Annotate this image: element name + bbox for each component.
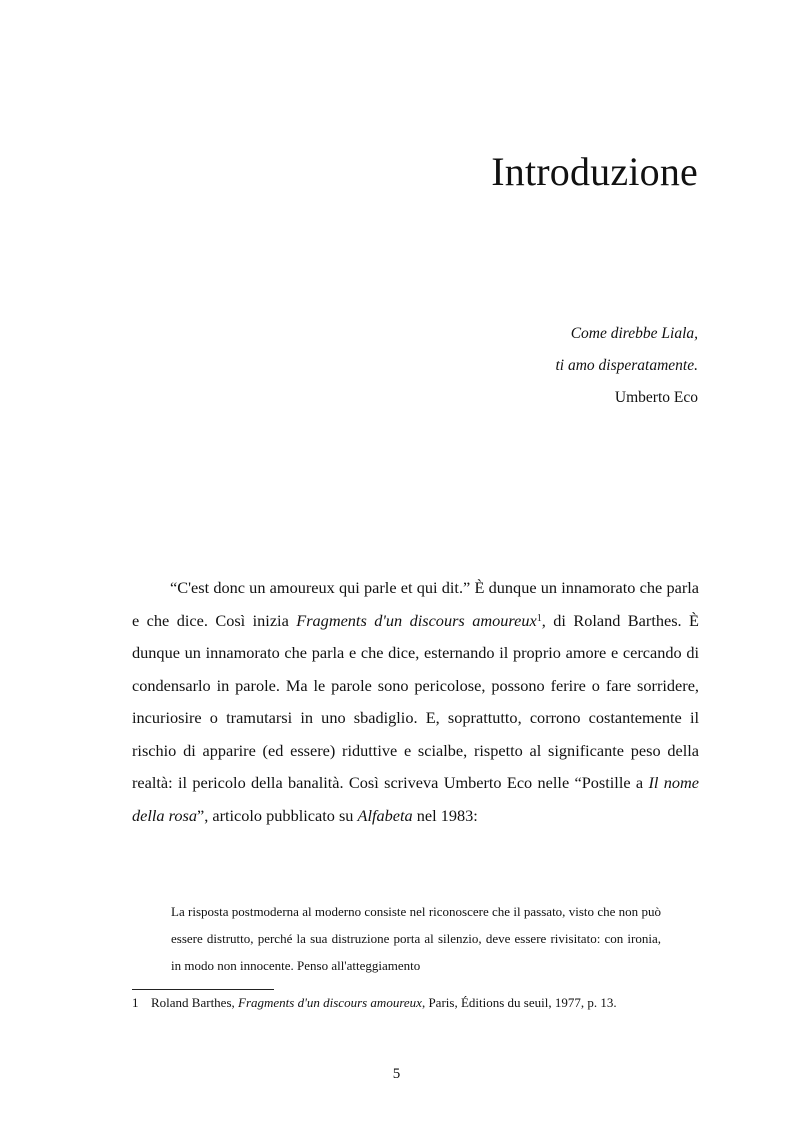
book-title-barthes: Fragments d'un discours amoureux: [296, 610, 537, 630]
book-title-eco: Il nome della rosa: [132, 773, 699, 825]
paragraph-text-2: , di Roland Barthes. È dunque un innamorato che parla e che dice, esternando il proprio amore e cercando di condensarlo in parole. Ma le parole sono pericolose, possono ferire o fare sorridere, incuriosire o tramutarsi in uno sbadiglio. E, soprattutto, corrono costantemente il rischio di apparire (ed essere) riduttive e scialbe, rispetto al significante peso della realtà: il pericolo della banalità. Così scriveva Umberto Eco nelle “Postille a: [132, 610, 699, 792]
footnote-separator: [132, 989, 274, 990]
chapter-title: Introduzione: [491, 149, 698, 194]
footnote-title: Fragments d'un discours amoureux: [238, 995, 422, 1010]
footnote: [132, 994, 617, 1012]
footnote-publication: , Paris, Éditions du seuil, 1977, p. 13.: [421, 995, 617, 1010]
footnote-author: Roland Barthes,: [151, 995, 239, 1010]
paragraph-text-4: nel 1983:: [412, 805, 478, 825]
footnote-number: 1: [132, 995, 139, 1010]
paragraph-text-3: ”, articolo pubblicato su: [196, 805, 358, 825]
epigraph-line-1: Come direbbe Liala,: [570, 325, 698, 342]
page-number: 5: [392, 1066, 401, 1082]
paragraph-text-1: “C'est donc un amoureux qui parle et qui dit.” È dunque un innamorato che parla e che dice. Così inizia: [132, 578, 699, 630]
epigraph-line-2: ti amo disperatamente.: [555, 357, 698, 374]
block-quote: La risposta postmoderna al moderno consiste nel riconoscere che il passato, visto che non può essere distrutto, perché la sua distruzione porta al silenzio, deve essere rivisitato: con ironia, in modo non innocente. Penso all'atteggiamento: [171, 904, 661, 973]
body-paragraph: [132, 572, 699, 832]
footnote-reference[interactable]: 1: [536, 612, 542, 624]
epigraph: [556, 318, 699, 414]
magazine-title: Alfabeta: [357, 805, 413, 825]
epigraph-author: Umberto Eco: [614, 389, 698, 406]
